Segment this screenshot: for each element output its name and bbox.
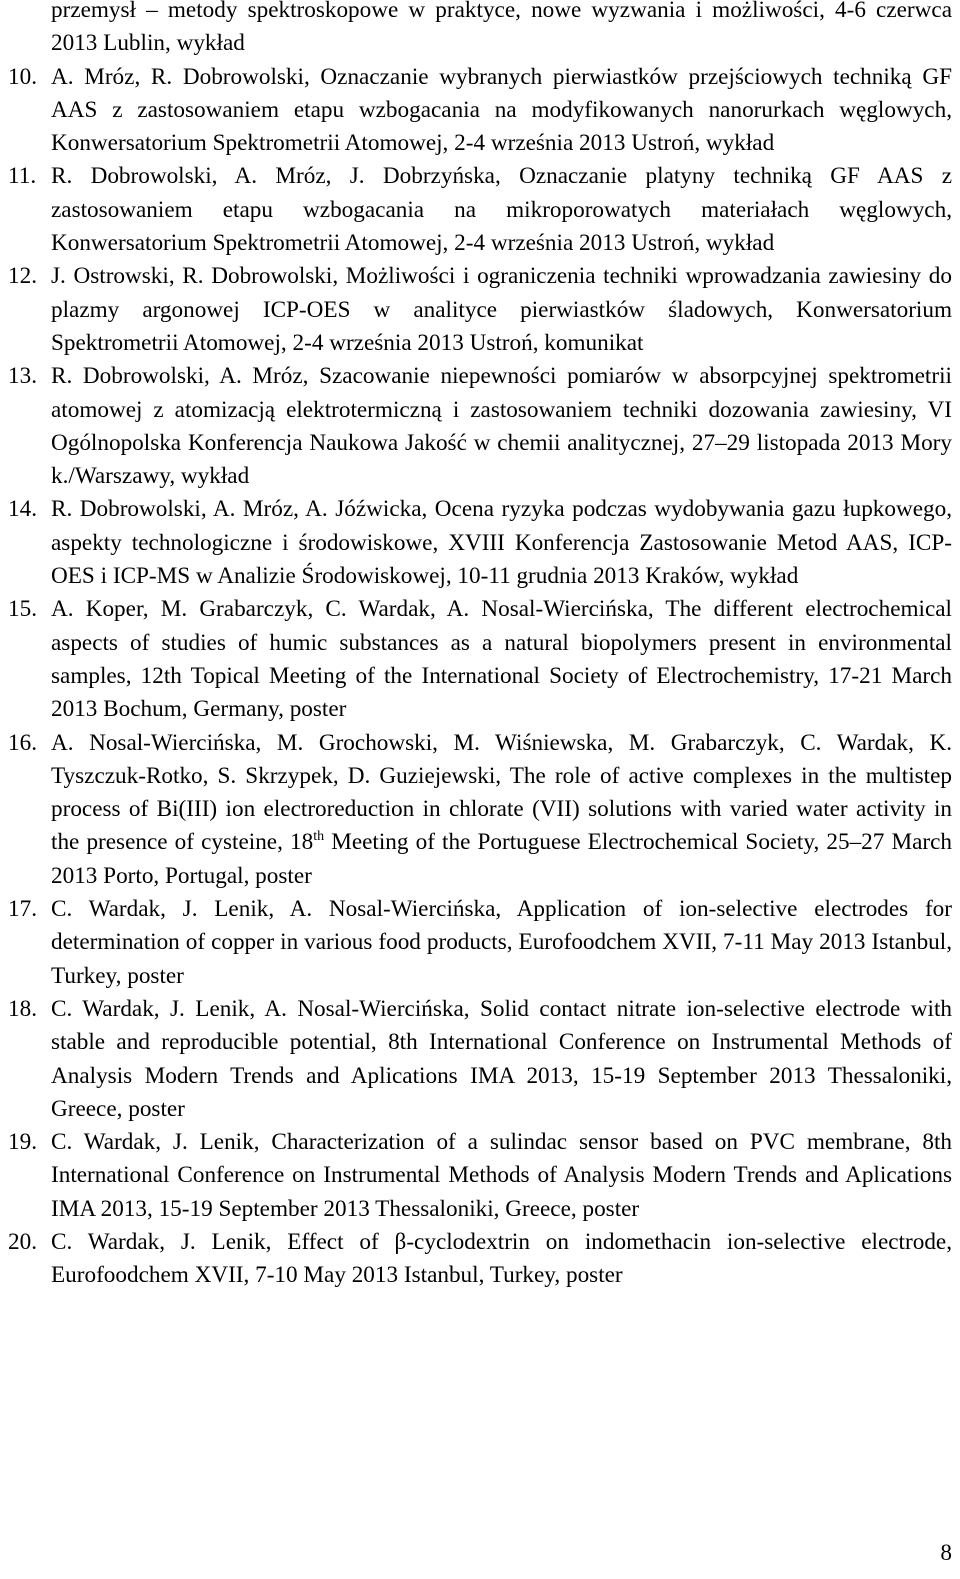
list-item (8, 360, 952, 493)
item-text: A. Koper, M. Grabarczyk, C. Wardak, A. Nosal-Wiercińska, The different electrochemical aspects of studies of humic substances as a natural biopolymers present in environmental samples, 12th Topical Meeting of the International Society of Electrochemistry, 17-21 March 2013 Bochum, Germany, poster (51, 596, 952, 723)
item-number: 19. (8, 1129, 37, 1156)
item-text: C. Wardak, J. Lenik, Effect of β-cyclodextrin on indomethacin ion-selective electrode, Eurofoodchem XVII, 7-10 May 2013 Istanbul, Turkey, poster (51, 1228, 952, 1289)
item-text: C. Wardak, J. Lenik, Characterization of a sulindac sensor based on PVC membrane, 8th International Conference on Instrumental Methods of Analysis Modern Trends and Aplications IMA 2013, 15-19 September 2013 Thessaloniki, Greece, poster (51, 1129, 952, 1222)
list-item (8, 160, 952, 260)
list-item (8, 993, 952, 1126)
item-text: R. Dobrowolski, A. Mróz, J. Dobrzyńska, Oznaczanie platyny techniką GF AAS z zastosowaniem etapu wzbogacania na mikroporowatych materiałach węglowych, Konwersatorium Spektrometrii Atomowej, 2-4 września 2013 Ustroń, wykład (51, 163, 952, 257)
item-text-before-superscript: A. Nosal-Wiercińska, M. Grochowski, M. Wiśniewska, M. Grabarczyk, C. Wardak, K. Tyszczuk-Rotko, S. Skrzypek, D. Guziejewski, The role of active complexes in the multistep process of Bi(III) ion electroreduction in chlorate (VII) solutions with varied water activity in the presence of cysteine, 18 (51, 729, 952, 856)
item-number: 10. (8, 63, 37, 90)
item-text: R. Dobrowolski, A. Mróz, Szacowanie niepewności pomiarów w absorpcyjnej spektrometrii atomowej z atomizacją elektrotermiczną i zastosowaniem techniki dozowania zawiesiny, VI Ogólnopolska Konferencja Naukowa Jakość w chemii analitycznej, 27–29 listopada 2013 Mory k./Warszawy, wykład (51, 363, 952, 490)
intro-continuation: przemysł – metody spektroskopowe w praktyce, nowe wyzwania i możliwości, 4-6 czerwca 2013 Lublin, wykład (51, 0, 952, 57)
list-item (8, 1226, 952, 1293)
list-item (8, 593, 952, 726)
list-item (8, 61, 952, 161)
document-body (8, 0, 952, 1293)
item-text: C. Wardak, J. Lenik, A. Nosal-Wiercińska, Application of ion-selective electrodes for determination of copper in various food products, Eurofoodchem XVII, 7-11 May 2013 Istanbul, Turkey, poster (51, 896, 952, 989)
item-number: 13. (8, 363, 37, 390)
publication-list (8, 61, 952, 1293)
item-number: 18. (8, 995, 37, 1022)
item-number: 12. (8, 263, 37, 290)
list-item (8, 727, 952, 893)
item-number: 17. (8, 896, 37, 923)
item-number: 14. (8, 496, 37, 523)
item-text: A. Mróz, R. Dobrowolski, Oznaczanie wybranych pierwiastków przejściowych techniką GF AAS z zastosowaniem etapu wzbogacania na modyfikowanych nanorurkach węglowych, Konwersatorium Spektrometrii Atomowej, 2-4 września 2013 Ustroń, wykład (51, 63, 952, 157)
item-number: 20. (8, 1228, 37, 1255)
item-text: R. Dobrowolski, A. Mróz, A. Jóźwicka, Ocena ryzyka podczas wydobywania gazu łupkowego, aspekty technologiczne i środowiskowe, XVIII Konferencja Zastosowanie Metod AAS, ICP-OES i ICP-MS w Analizie Środowiskowej, 10-11 grudnia 2013 Kraków, wykład (51, 496, 952, 590)
item-text: J. Ostrowski, R. Dobrowolski, Możliwości i ograniczenia techniki wprowadzania zawiesiny do plazmy argonowej ICP-OES w analityce pierwiastków śladowych, Konwersatorium Spektrometrii Atomowej, 2-4 września 2013 Ustroń, komunikat (51, 263, 952, 356)
list-item (8, 260, 952, 360)
item-text: C. Wardak, J. Lenik, A. Nosal-Wiercińska, Solid contact nitrate ion-selective electrode with stable and reproducible potential, 8th International Conference on Instrumental Methods of Analysis Modern Trends and Aplications IMA 2013, 15-19 September 2013 Thessaloniki, Greece, poster (51, 995, 952, 1122)
superscript: th (313, 829, 325, 845)
list-item (8, 893, 952, 993)
item-number: 16. (8, 729, 37, 756)
list-item (8, 493, 952, 593)
item-number: 11. (8, 163, 37, 190)
list-item (8, 1126, 952, 1226)
page-number: 8 (940, 1540, 952, 1566)
item-number: 15. (8, 596, 37, 623)
item-text-after-superscript: Meeting of the Portuguese Electrochemical Society, 25–27 March 2013 Porto, Portugal, poster (51, 829, 952, 889)
